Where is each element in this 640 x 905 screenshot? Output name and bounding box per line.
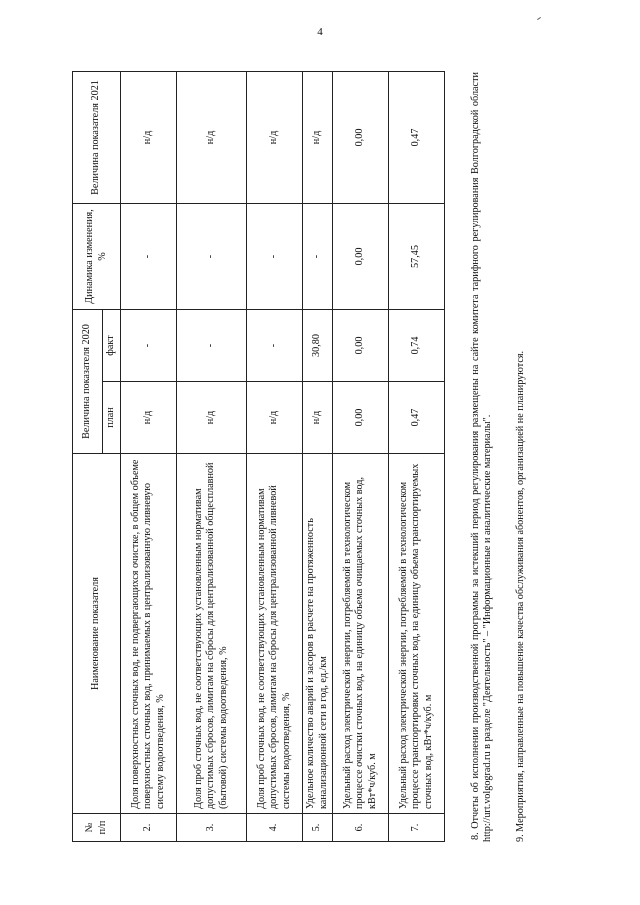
row-num: 6. — [333, 814, 389, 842]
row-fact: 0,00 — [333, 309, 389, 381]
row-dynamics: 57,45 — [389, 203, 445, 309]
row-value-2021: 0,47 — [389, 71, 445, 203]
indicators-table — [72, 71, 445, 842]
table-row — [121, 71, 177, 841]
row-name: Удельный расход электрической энергии, потребляемой в технологическом процессе очистки сточных вод, на единицу объема очищаемых сточных вод, кВт*ч/куб. м — [333, 454, 389, 814]
row-fact: - — [177, 309, 247, 381]
row-fact: 0,74 — [389, 309, 445, 381]
row-num: 7. — [389, 814, 445, 842]
note-8: 8. Отчеты об исполнении производственной программы за истекший период регулирования размещены на сайте комитета тарифного регулирования Волгоградской области http://urt.volgograd.ru в разделе "Деятельность" – "Информационные и аналитические материалы". — [470, 72, 494, 842]
row-num: 4. — [247, 814, 303, 842]
row-plan: 0,47 — [389, 382, 445, 454]
note-9: 9. Мероприятия, направленные на повышение качества обслуживания абонентов, организацией не планируются. — [514, 350, 526, 842]
table-row — [389, 71, 445, 841]
row-fact: - — [121, 309, 177, 381]
row-dynamics: - — [121, 203, 177, 309]
row-name: Доля проб сточных вод, не соответствующих установленным нормативам допустимых сбросов, лимитам на сбросы для централизованной общесплавной (бытовой) системы водоотведения, % — [177, 454, 247, 814]
table-row — [177, 71, 247, 841]
row-plan: 0,00 — [333, 382, 389, 454]
header-fact: факт — [103, 309, 121, 381]
page-number: 4 — [317, 26, 323, 38]
row-fact: 30,80 — [303, 309, 333, 381]
row-name: Доля поверхностных сточных вод, не подвергающихся очистке, в общем объеме поверхностных сточных вод, принимаемых в централизованную ливневую систему водоотведения, % — [121, 454, 177, 814]
row-dynamics: - — [303, 203, 333, 309]
row-value-2021: н/д — [177, 71, 247, 203]
row-num: 3. — [177, 814, 247, 842]
header-value-2021: Величина показателя 2021 — [73, 71, 121, 203]
header-name: Наименование показателя — [73, 454, 121, 814]
row-plan: н/д — [121, 382, 177, 454]
header-value-2020: Величина показателя 2020 — [73, 309, 103, 453]
notes-section — [470, 72, 527, 842]
row-fact: - — [247, 309, 303, 381]
row-num: 5. — [303, 814, 333, 842]
row-dynamics: - — [177, 203, 247, 309]
row-dynamics: 0,00 — [333, 203, 389, 309]
row-value-2021: 0,00 — [333, 71, 389, 203]
row-plan: н/д — [177, 382, 247, 454]
rotated-sheet — [72, 62, 552, 842]
row-name: Удельное количество аварий и засоров в расчете на протяженность канализационной сети в год, ед./км — [303, 454, 333, 814]
table-row — [303, 71, 333, 841]
row-value-2021: н/д — [121, 71, 177, 203]
row-dynamics: - — [247, 203, 303, 309]
row-plan: н/д — [247, 382, 303, 454]
row-num: 2. — [121, 814, 177, 842]
header-plan: план — [103, 382, 121, 454]
row-name: Доля проб сточных вод, не соответствующих установленным нормативам допустимых сбросов, лимитам на сбросы для централизованной ливневой системы водоотведения, % — [247, 454, 303, 814]
row-value-2021: н/д — [247, 71, 303, 203]
row-plan: н/д — [303, 382, 333, 454]
header-dynamics: Динамика изменения, % — [73, 203, 121, 309]
table-row — [247, 71, 303, 841]
table-row — [333, 71, 389, 841]
row-value-2021: н/д — [303, 71, 333, 203]
row-name: Удельный расход электрической энергии, потребляемой в технологическом процессе транспортировки сточных вод, на единицу объема транспортируемых сточных вод, кВт*ч/куб. м — [389, 454, 445, 814]
header-num: № п/п — [73, 814, 121, 842]
stray-mark — [537, 17, 541, 20]
